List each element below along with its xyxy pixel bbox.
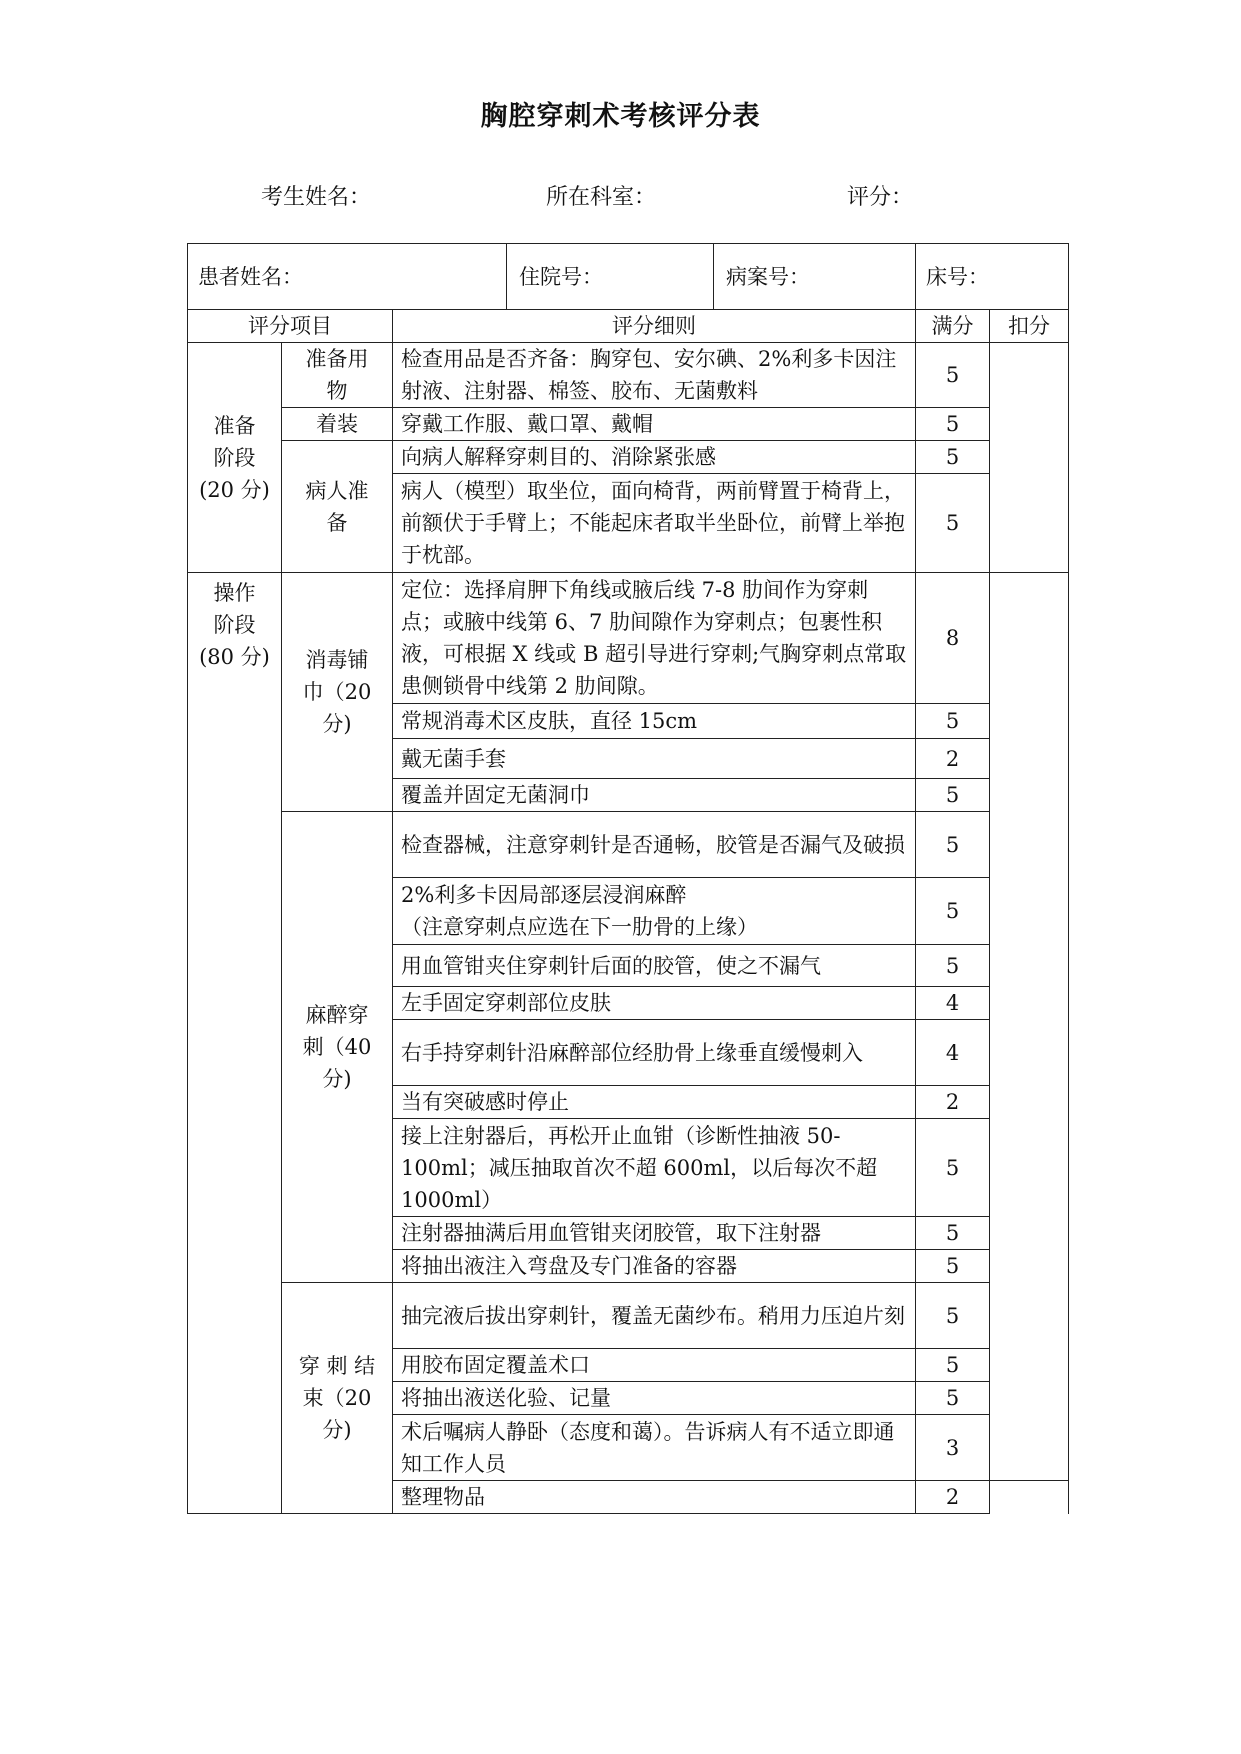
header-deduction: 扣分 [990, 310, 1069, 343]
page-title: 胸腔穿刺术考核评分表 [480, 101, 761, 132]
criterion-detail: 用血管钳夹住穿刺针后面的胶管，使之不漏气 [393, 945, 916, 987]
full-score: 2 [916, 739, 990, 779]
item-patient-prep: 病人准 备 [282, 441, 393, 573]
full-score: 5 [916, 1349, 990, 1382]
deduction-cell[interactable] [990, 573, 1069, 1481]
full-score: 5 [916, 1217, 990, 1250]
criterion-detail: 常规消毒术区皮肤，直径 15cm [393, 704, 916, 739]
criterion-detail: 戴无菌手套 [393, 739, 916, 779]
full-score: 5 [916, 1250, 990, 1283]
stage-prep: 准备 阶段 (20 分) [188, 343, 282, 573]
item-finish: 穿 刺 结 束（20 分) [282, 1283, 393, 1514]
header-detail: 评分细则 [393, 310, 916, 343]
full-score: 5 [916, 474, 990, 573]
full-score: 4 [916, 987, 990, 1020]
criterion-detail: 当有突破感时停止 [393, 1086, 916, 1119]
full-score: 3 [916, 1415, 990, 1481]
criterion-detail: 将抽出液送化验、记量 [393, 1382, 916, 1415]
criterion-detail: 左手固定穿刺部位皮肤 [393, 987, 916, 1020]
full-score: 5 [916, 945, 990, 987]
deduction-cell[interactable] [990, 343, 1069, 573]
bed-number-field[interactable]: 床号： [916, 244, 1069, 310]
table-row [188, 812, 1069, 878]
full-score: 5 [916, 343, 990, 408]
admission-number-field[interactable]: 住院号： [507, 244, 714, 309]
item-dress: 着装 [282, 408, 393, 441]
table-row [188, 441, 1069, 474]
full-score: 2 [916, 1086, 990, 1119]
full-score: 5 [916, 704, 990, 739]
item-disinfection: 消毒铺 巾（20 分) [282, 573, 393, 812]
criterion-detail: 向病人解释穿刺目的、消除紧张感 [393, 441, 916, 474]
criterion-detail: 2%利多卡因局部逐层浸润麻醉 （注意穿刺点应选在下一肋骨的上缘） [393, 878, 916, 945]
criterion-detail: 病人（模型）取坐位，面向椅背，两前臂置于椅背上，前额伏于手臂上；不能起床者取半坐卧位，前臂上举抱于枕部。 [393, 474, 916, 573]
full-score: 5 [916, 878, 990, 945]
patient-info-row [188, 244, 1069, 310]
table-row [188, 408, 1069, 441]
full-score: 5 [916, 408, 990, 441]
header-row [188, 310, 1069, 343]
scoring-table [187, 243, 1069, 1514]
full-score: 5 [916, 1283, 990, 1349]
full-score: 5 [916, 779, 990, 812]
criterion-detail: 覆盖并固定无菌洞巾 [393, 779, 916, 812]
criterion-detail: 检查用品是否齐备：胸穿包、安尔碘、2%利多卡因注射液、注射器、棉签、胶布、无菌敷料 [393, 343, 916, 408]
header-full-score: 满分 [916, 310, 990, 343]
criterion-detail: 整理物品 [393, 1481, 916, 1514]
department-label: 所在科室： [546, 185, 657, 210]
item-anesthesia: 麻醉穿 刺（40 分) [282, 812, 393, 1283]
table-row [188, 573, 1069, 704]
header-item: 评分项目 [188, 310, 393, 343]
full-score: 5 [916, 1382, 990, 1415]
full-score: 5 [916, 441, 990, 474]
criterion-detail: 抽完液后拔出穿刺针，覆盖无菌纱布。稍用力压迫片刻 [393, 1283, 916, 1349]
table-row [188, 343, 1069, 408]
criterion-detail: 定位：选择肩胛下角线或腋后线 7-8 肋间作为穿刺点；或腋中线第 6、7 肋间隙作为穿刺点；包裹性积液，可根据 X 线或 B 超引导进行穿刺;气胸穿刺点常取患侧锁骨中线第 2 肋间隙。 [393, 573, 916, 704]
criterion-detail: 术后嘱病人静卧（态度和蔼）。告诉病人有不适立即通知工作人员 [393, 1415, 916, 1481]
full-score: 8 [916, 573, 990, 704]
criterion-detail: 将抽出液注入弯盘及专门准备的容器 [393, 1250, 916, 1283]
stage-operation: 操作 阶段 (80 分) [188, 573, 282, 1514]
criterion-detail: 注射器抽满后用血管钳夹闭胶管，取下注射器 [393, 1217, 916, 1250]
full-score: 4 [916, 1020, 990, 1086]
criterion-detail: 穿戴工作服、戴口罩、戴帽 [393, 408, 916, 441]
item-prep-supplies: 准备用 物 [282, 343, 393, 408]
table-row [188, 1283, 1069, 1349]
full-score: 5 [916, 812, 990, 878]
criterion-detail: 用胶布固定覆盖术口 [393, 1349, 916, 1382]
record-number-field[interactable]: 病案号： [726, 264, 810, 289]
examinee-name-label: 考生姓名： [261, 185, 372, 210]
full-score: 2 [916, 1481, 990, 1514]
criterion-detail: 接上注射器后，再松开止血钳（诊断性抽液 50-100ml；减压抽取首次不超 600ml，以后每次不超 1000ml） [393, 1119, 916, 1217]
patient-name-field[interactable]: 患者姓名： [188, 244, 507, 309]
criterion-detail: 检查器械，注意穿刺针是否通畅，胶管是否漏气及破损 [393, 812, 916, 878]
score-label: 评分： [847, 185, 914, 210]
full-score: 5 [916, 1119, 990, 1217]
criterion-detail: 右手持穿刺针沿麻醉部位经肋骨上缘垂直缓慢刺入 [393, 1020, 916, 1086]
